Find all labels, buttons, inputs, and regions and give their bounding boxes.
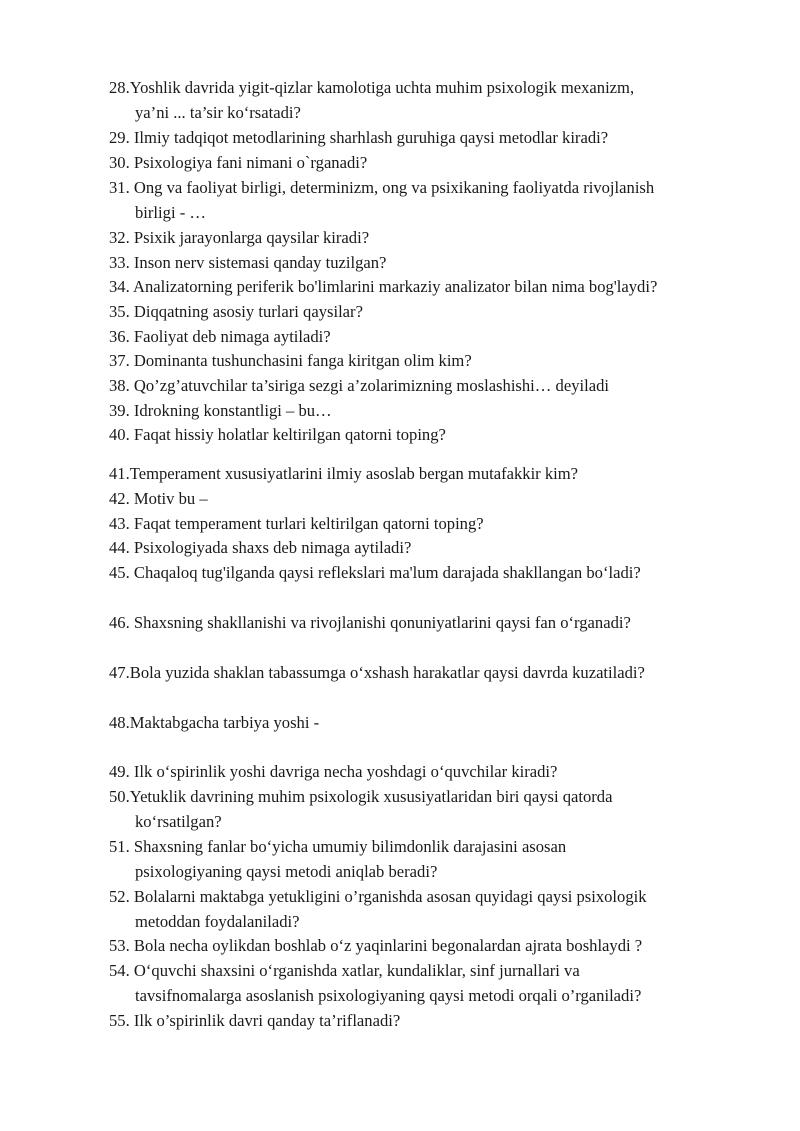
question-48 <box>109 710 319 735</box>
question-49 <box>109 759 557 784</box>
question-number: 29. <box>109 128 130 147</box>
question-46 <box>109 610 631 635</box>
question-text: Shaxsning fanlar bo‘yicha umumiy bilimdonlik darajasini asosan <box>129 837 567 856</box>
question-number: 49. <box>109 762 130 781</box>
question-34 <box>109 274 657 299</box>
question-number: 28. <box>109 78 130 97</box>
question-53 <box>109 933 642 958</box>
question-text-continuation: birligi - … <box>135 203 206 222</box>
question-text-continuation: ya’ni ... ta’sir ko‘rsatadi? <box>135 103 301 122</box>
question-32 <box>109 225 369 250</box>
question-54 <box>109 958 641 1008</box>
question-text: Ilk o‘spirinlik yoshi davriga necha yoshdagi o‘quvchilar kiradi? <box>129 762 558 781</box>
question-text: Psixologiya fani nimani o`rganadi? <box>129 153 368 172</box>
question-text: Ilk o’spirinlik davri qanday ta’riflanadi? <box>129 1011 401 1030</box>
question-number: 37. <box>109 351 130 370</box>
question-number: 38. <box>109 376 130 395</box>
question-text: Yetuklik davrining muhim psixologik xususiyatlaridan biri qaysi qatorda <box>129 787 613 806</box>
question-text: Ilmiy tadqiqot metodlarining sharhlash guruhiga qaysi metodlar kiradi? <box>129 128 609 147</box>
question-number: 32. <box>109 228 130 247</box>
question-number: 34. <box>109 277 130 296</box>
question-number: 31. <box>109 178 130 197</box>
question-33 <box>109 250 386 275</box>
question-text: Psixik jarayonlarga qaysilar kiradi? <box>129 228 370 247</box>
question-number: 52. <box>109 887 130 906</box>
question-37 <box>109 348 472 373</box>
question-text: Yoshlik davrida yigit-qizlar kamolotiga uchta muhim psixologik mexanizm, <box>129 78 635 97</box>
question-text: Faqat temperament turlari keltirilgan qatorni toping? <box>129 514 484 533</box>
question-number: 48. <box>109 713 130 732</box>
question-40 <box>109 422 446 447</box>
question-52 <box>109 884 647 934</box>
question-number: 41. <box>109 464 130 483</box>
question-text: Bola necha oylikdan boshlab o‘z yaqinlarini begonalardan ajrata boshlaydi ? <box>129 936 643 955</box>
question-text: Dominanta tushunchasini fanga kiritgan olim kim? <box>129 351 472 370</box>
question-44 <box>109 535 411 560</box>
question-text: Analizatorning periferik bo'limlarini markaziy analizator bilan nima bog'laydi? <box>129 277 658 296</box>
question-50 <box>109 784 612 834</box>
question-number: 51. <box>109 837 130 856</box>
question-text: Maktabgacha tarbiya yoshi - <box>129 713 320 732</box>
question-text: Temperament xususiyatlarini ilmiy asoslab bergan mutafakkir kim? <box>129 464 579 483</box>
question-text: Psixologiyada shaxs deb nimaga aytiladi? <box>129 538 412 557</box>
question-45 <box>109 560 641 585</box>
question-55 <box>109 1008 400 1033</box>
question-47 <box>109 660 645 685</box>
question-number: 44. <box>109 538 130 557</box>
question-text: Bolalarni maktabga yetukligini o’rganishda asosan quyidagi qaysi psixologik <box>129 887 647 906</box>
question-text: Bola yuzida shaklan tabassumga o‘xshash harakatlar qaysi davrda kuzatiladi? <box>129 663 645 682</box>
question-number: 35. <box>109 302 130 321</box>
question-43 <box>109 511 484 536</box>
question-text: Motiv bu – <box>129 489 208 508</box>
question-31 <box>109 175 654 225</box>
question-number: 40. <box>109 425 130 444</box>
question-number: 45. <box>109 563 130 582</box>
question-text-continuation: ko‘rsatilgan? <box>135 812 222 831</box>
question-51 <box>109 834 566 884</box>
question-number: 42. <box>109 489 130 508</box>
question-29 <box>109 125 608 150</box>
question-number: 53. <box>109 936 130 955</box>
question-number: 55. <box>109 1011 130 1030</box>
question-text: Idrokning konstantligi – bu… <box>129 401 332 420</box>
question-text-continuation: tavsifnomalarga asoslanish psixologiyaning qaysi metodi orqali o’rganiladi? <box>135 986 642 1005</box>
question-text: Diqqatning asosiy turlari qaysilar? <box>129 302 363 321</box>
question-text: Ong va faoliyat birligi, determinizm, ong va psixikaning faoliyatda rivojlanish <box>129 178 655 197</box>
question-text: Qo’zg’atuvchilar ta’siriga sezgi a’zolarimizning moslashishi… deyiladi <box>129 376 609 395</box>
question-number: 36. <box>109 327 130 346</box>
question-41 <box>109 461 578 486</box>
question-text: Shaxsning shakllanishi va rivojlanishi qonuniyatlarini qaysi fan o‘rganadi? <box>129 613 631 632</box>
question-number: 50. <box>109 787 130 806</box>
question-36 <box>109 324 331 349</box>
question-28 <box>109 75 634 125</box>
question-number: 39. <box>109 401 130 420</box>
question-text: Faqat hissiy holatlar keltirilgan qatorni toping? <box>129 425 446 444</box>
question-39 <box>109 398 332 423</box>
question-30 <box>109 150 367 175</box>
question-text: Faoliyat deb nimaga aytiladi? <box>129 327 331 346</box>
question-35 <box>109 299 363 324</box>
question-text-continuation: psixologiyaning qaysi metodi aniqlab beradi? <box>135 862 438 881</box>
question-number: 33. <box>109 253 130 272</box>
question-38 <box>109 373 609 398</box>
question-number: 54. <box>109 961 130 980</box>
question-text: Chaqaloq tug'ilganda qaysi reflekslari ma'lum darajada shakllangan bo‘ladi? <box>129 563 641 582</box>
question-text: Inson nerv sistemasi qanday tuzilgan? <box>129 253 387 272</box>
question-number: 30. <box>109 153 130 172</box>
question-number: 43. <box>109 514 130 533</box>
question-text: O‘quvchi shaxsini o‘rganishda xatlar, kundaliklar, sinf jurnallari va <box>129 961 580 980</box>
question-text-continuation: metoddan foydalaniladi? <box>135 912 300 931</box>
question-number: 46. <box>109 613 130 632</box>
question-42 <box>109 486 208 511</box>
question-number: 47. <box>109 663 130 682</box>
